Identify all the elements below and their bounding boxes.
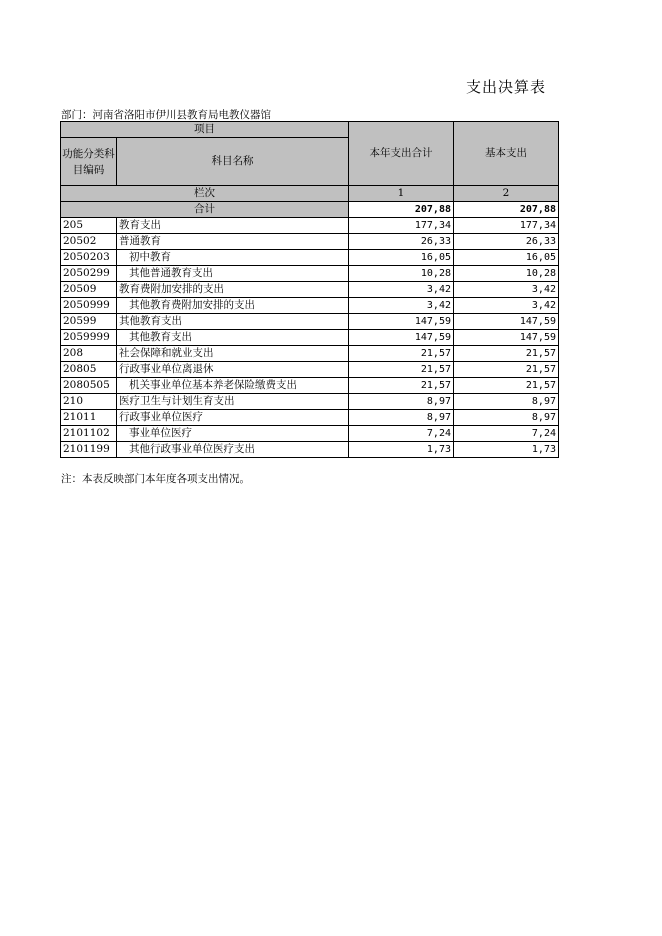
header-name-col: 科目名称 bbox=[117, 138, 349, 186]
row-col2: 3,42 bbox=[454, 298, 559, 314]
row-code: 208 bbox=[61, 346, 117, 362]
row-col1: 1,73 bbox=[349, 442, 454, 458]
department-label: 部门：河南省洛阳市伊川县教育局电教仪器馆 bbox=[61, 109, 271, 121]
row-col1: 147,59 bbox=[349, 314, 454, 330]
row-col2: 147,59 bbox=[454, 314, 559, 330]
lanci-row bbox=[61, 186, 559, 202]
table-row bbox=[61, 234, 559, 250]
row-col1: 21,57 bbox=[349, 346, 454, 362]
row-name: 初中教育 bbox=[117, 250, 349, 266]
row-col2: 7,24 bbox=[454, 426, 559, 442]
row-name: 教育费附加安排的支出 bbox=[117, 282, 349, 298]
footnote: 注：本表反映部门本年度各项支出情况。 bbox=[61, 473, 250, 485]
expenditure-table bbox=[60, 121, 559, 458]
row-code: 2080505 bbox=[61, 378, 117, 394]
row-code: 2050299 bbox=[61, 266, 117, 282]
row-name: 行政事业单位医疗 bbox=[117, 410, 349, 426]
row-col1: 147,59 bbox=[349, 330, 454, 346]
table-row bbox=[61, 298, 559, 314]
row-col1: 3,42 bbox=[349, 282, 454, 298]
table-row bbox=[61, 266, 559, 282]
table-row bbox=[61, 410, 559, 426]
row-code: 205 bbox=[61, 218, 117, 234]
row-name: 机关事业单位基本养老保险缴费支出 bbox=[117, 378, 349, 394]
table-row bbox=[61, 314, 559, 330]
row-col1: 16,05 bbox=[349, 250, 454, 266]
row-col1: 21,57 bbox=[349, 362, 454, 378]
row-name: 其他行政事业单位医疗支出 bbox=[117, 442, 349, 458]
row-col1: 21,57 bbox=[349, 378, 454, 394]
table-row bbox=[61, 250, 559, 266]
table-row bbox=[61, 282, 559, 298]
table-row bbox=[61, 426, 559, 442]
row-code: 2101199 bbox=[61, 442, 117, 458]
row-col2: 16,05 bbox=[454, 250, 559, 266]
lanci-2: 2 bbox=[454, 186, 559, 202]
row-code: 20509 bbox=[61, 282, 117, 298]
total-col2: 207,88 bbox=[454, 202, 559, 218]
table-row bbox=[61, 394, 559, 410]
table-row bbox=[61, 378, 559, 394]
row-name: 社会保障和就业支出 bbox=[117, 346, 349, 362]
table-row bbox=[61, 218, 559, 234]
lanci-1: 1 bbox=[349, 186, 454, 202]
row-col1: 177,34 bbox=[349, 218, 454, 234]
row-code: 2050203 bbox=[61, 250, 117, 266]
row-col2: 26,33 bbox=[454, 234, 559, 250]
row-name: 医疗卫生与计划生育支出 bbox=[117, 394, 349, 410]
row-col2: 147,59 bbox=[454, 330, 559, 346]
total-col1: 207,88 bbox=[349, 202, 454, 218]
row-code: 20502 bbox=[61, 234, 117, 250]
row-col1: 8,97 bbox=[349, 410, 454, 426]
header-row-project bbox=[61, 122, 559, 138]
header-col1: 本年支出合计 bbox=[349, 122, 454, 186]
row-col2: 8,97 bbox=[454, 410, 559, 426]
header-code-col: 功能分类科目编码 bbox=[61, 138, 117, 186]
header-col2: 基本支出 bbox=[454, 122, 559, 186]
row-col2: 177,34 bbox=[454, 218, 559, 234]
row-col2: 21,57 bbox=[454, 378, 559, 394]
report-title: 支出决算表 bbox=[466, 78, 547, 96]
row-name: 事业单位医疗 bbox=[117, 426, 349, 442]
lanci-label: 栏次 bbox=[61, 186, 349, 202]
row-col1: 3,42 bbox=[349, 298, 454, 314]
row-col1: 26,33 bbox=[349, 234, 454, 250]
row-col2: 21,57 bbox=[454, 362, 559, 378]
row-code: 20805 bbox=[61, 362, 117, 378]
row-col2: 8,97 bbox=[454, 394, 559, 410]
header-xiangmu: 项目 bbox=[61, 122, 349, 138]
row-code: 210 bbox=[61, 394, 117, 410]
row-name: 其他教育费附加安排的支出 bbox=[117, 298, 349, 314]
row-code: 20599 bbox=[61, 314, 117, 330]
row-code: 2050999 bbox=[61, 298, 117, 314]
row-name: 教育支出 bbox=[117, 218, 349, 234]
table-row bbox=[61, 346, 559, 362]
total-label: 合计 bbox=[61, 202, 349, 218]
row-code: 2101102 bbox=[61, 426, 117, 442]
row-col1: 8,97 bbox=[349, 394, 454, 410]
row-name: 其他教育支出 bbox=[117, 330, 349, 346]
row-col1: 7,24 bbox=[349, 426, 454, 442]
row-name: 行政事业单位离退休 bbox=[117, 362, 349, 378]
row-code: 21011 bbox=[61, 410, 117, 426]
table-row bbox=[61, 362, 559, 378]
row-col2: 1,73 bbox=[454, 442, 559, 458]
row-code: 2059999 bbox=[61, 330, 117, 346]
row-col1: 10,28 bbox=[349, 266, 454, 282]
table-row bbox=[61, 330, 559, 346]
total-row bbox=[61, 202, 559, 218]
row-name: 其他普通教育支出 bbox=[117, 266, 349, 282]
row-col2: 21,57 bbox=[454, 346, 559, 362]
row-name: 其他教育支出 bbox=[117, 314, 349, 330]
table-row bbox=[61, 442, 559, 458]
row-col2: 3,42 bbox=[454, 282, 559, 298]
row-col2: 10,28 bbox=[454, 266, 559, 282]
row-name: 普通教育 bbox=[117, 234, 349, 250]
